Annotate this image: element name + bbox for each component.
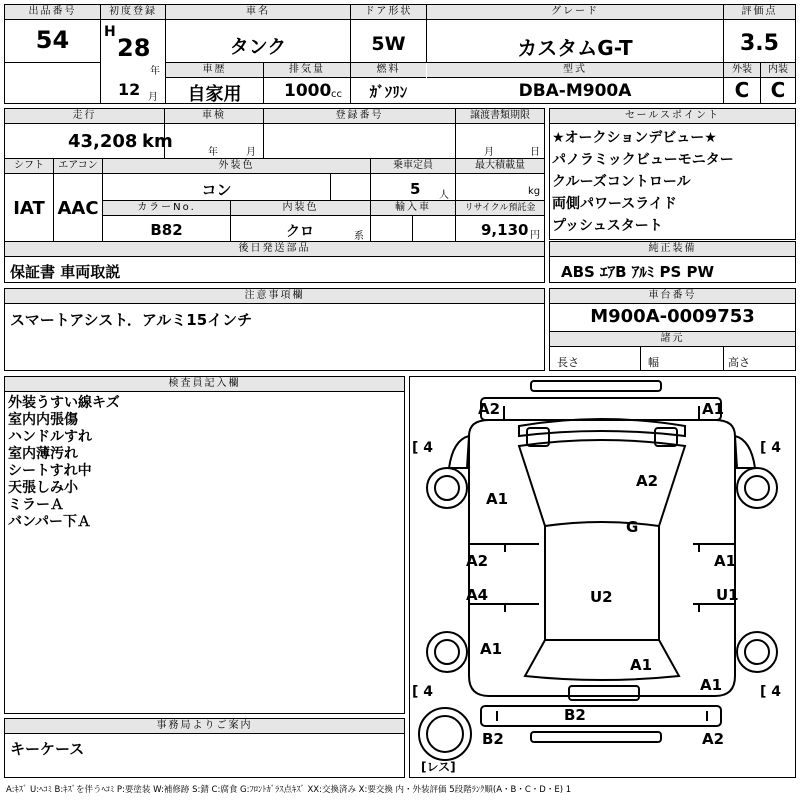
damage-grade: A1: [702, 400, 725, 418]
inspection-month-unit: 月: [246, 147, 256, 158]
damage-grade: A1: [700, 676, 723, 694]
shift-value: IAT: [13, 198, 45, 219]
max-load-unit: kg: [528, 186, 541, 197]
recycle-value: 9,130: [481, 221, 529, 239]
first-reg-era: H: [104, 24, 116, 40]
ext-color-value: コン: [201, 181, 232, 199]
score-label: 評価点: [724, 5, 795, 20]
first-reg-year-unit: 年: [150, 66, 160, 77]
shift-label: シフト: [5, 159, 53, 174]
inspection-label: 車検: [165, 109, 263, 124]
damage-grade: A1: [714, 552, 737, 570]
model-label: 型式: [427, 63, 723, 78]
chassis-label: 車台番号: [550, 289, 795, 304]
displacement-value: 1000: [284, 81, 332, 101]
fuel-label: 燃料: [351, 63, 426, 78]
recycle-label: リサイクル預託金: [456, 201, 544, 216]
damage-grade: U2: [590, 588, 613, 606]
grade-label: グレード: [427, 5, 723, 20]
tire-tread-rear-left: [ 4: [412, 684, 434, 700]
displacement-unit: cc: [331, 89, 342, 100]
inspector-item: ハンドルすれ: [8, 429, 92, 445]
ext-color-label: 外装色: [103, 159, 370, 174]
first-reg-month-unit: 月: [148, 92, 158, 103]
damage-grade: B2: [564, 706, 586, 724]
transfer-month-unit: 月: [484, 147, 494, 158]
history-value: 自家用: [187, 84, 242, 105]
specs-length: 長さ: [557, 356, 579, 369]
inspection-year-unit: 年: [208, 147, 218, 158]
inspector-label: 検査員記入欄: [5, 377, 404, 392]
tire-tread-front-right: [ 4: [760, 440, 782, 456]
transfer-day-unit: 日: [530, 147, 540, 158]
capacity-label: 乗車定員: [371, 159, 455, 174]
inspector-item: ミラーＡ: [8, 497, 64, 513]
office-label: 事務局よりご案内: [5, 719, 404, 734]
equipment-label: 純正装備: [550, 242, 795, 257]
tire-tread-rear-right: [ 4: [760, 684, 782, 700]
grade-value: カスタムG-T: [517, 36, 633, 60]
damage-grade: A4: [466, 586, 489, 604]
specs-width: 幅: [648, 356, 659, 369]
score-value: 3.5: [740, 31, 779, 56]
damage-grade: A2: [636, 472, 659, 490]
aircon-value: AAC: [57, 198, 99, 219]
car-outline-drawing: [409, 376, 796, 778]
legend-text: A:ｷｽﾞ U:ﾍｺﾐ B:ｷｽﾞを伴うﾍｺﾐ P:要塗装 W:補修跡 S:錆 C:腐食 G:ﾌﾛﾝﾄｶﾞﾗｽ点ｷｽﾞ XX:交換済み X:要交換 内・外装評価 5段階ﾗﾝｸ順(A・B・C・D・E) 1: [6, 785, 572, 795]
tire-tread-front-left: [ 4: [412, 440, 434, 456]
max-load-label: 最大積載量: [456, 159, 544, 174]
sales-point-item: パノラミックビューモニター: [552, 152, 734, 168]
damage-grade: A1: [486, 490, 509, 508]
import-label: 輸入車: [371, 201, 455, 216]
damage-grade: A1: [630, 656, 653, 674]
int-color-value: クロ: [286, 224, 314, 240]
history-label: 車歴: [166, 63, 263, 78]
mileage-value: 43,208: [68, 131, 138, 152]
damage-grade: G: [626, 518, 639, 536]
chassis-value: M900A-0009753: [590, 306, 755, 327]
inspector-item: 室内内張傷: [8, 412, 78, 428]
mileage-unit: km: [142, 131, 173, 152]
sales-point-item: クルーズコントロール: [552, 174, 691, 190]
inspector-item: 外装うすい線キズ: [8, 395, 120, 411]
specs-label: 諸元: [550, 332, 795, 347]
int-color-unit: 系: [354, 231, 364, 242]
model-value: DBA-M900A: [518, 81, 632, 101]
door-label: ドア形状: [351, 5, 426, 20]
interior-value: C: [770, 78, 786, 102]
inspector-item: 天張しみ小: [8, 480, 78, 496]
first-reg-year: 28: [117, 34, 151, 62]
inspector-item: バンパー下Ａ: [8, 514, 92, 530]
transfer-label: 譲渡書類期限: [456, 109, 544, 124]
aircon-label: エアコン: [54, 159, 102, 174]
sales-point-item: ★オークションデビュー★: [552, 130, 717, 146]
sales-points-label: セールスポイント: [550, 109, 795, 124]
car-name-label: 車名: [166, 5, 350, 20]
damage-grade: A2: [702, 730, 725, 748]
damage-grade: A2: [478, 400, 501, 418]
lot-no-value: 54: [35, 26, 70, 54]
int-color-label: 内装色: [231, 201, 370, 216]
notes-label: 注意事項欄: [5, 289, 544, 304]
interior-label: 内装: [761, 63, 795, 78]
door-value: 5W: [371, 33, 406, 55]
notes-value: スマートアシスト．アルミ15インチ: [10, 311, 253, 329]
mileage-label: 走行: [5, 109, 164, 124]
displacement-label: 排気量: [264, 63, 350, 78]
equipment-value: ABS ｴｱB ｱﾙﾐ PS PW: [561, 263, 715, 281]
damage-grade: U1: [716, 586, 739, 604]
inspector-item: シートすれ中: [8, 463, 92, 479]
inspector-item: 室内薄汚れ: [8, 446, 78, 462]
fuel-value: ｶﾞｿﾘﾝ: [369, 83, 408, 101]
specs-height: 高さ: [728, 356, 750, 369]
sales-point-item: プッシュスタート: [552, 218, 663, 234]
damage-grade: A2: [466, 552, 489, 570]
reg-no-label: 登録番号: [264, 109, 455, 124]
damage-grade: A1: [480, 640, 503, 658]
sales-point-item: 両側パワースライド: [552, 196, 677, 212]
first-reg-month: 12: [118, 80, 141, 99]
color-no-value: B82: [150, 221, 183, 239]
car-name-value: タンク: [229, 36, 287, 58]
first-reg-label: 初度登録: [101, 5, 165, 20]
capacity-value: 5: [410, 180, 421, 198]
damage-grade: B2: [482, 730, 504, 748]
later-parts-label: 後日発送部品: [5, 242, 544, 257]
spare-tire-label: [レス]: [421, 760, 456, 774]
capacity-unit: 人: [439, 190, 449, 201]
exterior-label: 外装: [724, 63, 760, 78]
office-value: キーケース: [10, 740, 85, 758]
color-no-label: カラーNo.: [103, 201, 230, 216]
recycle-unit: 円: [530, 230, 540, 241]
lot-no-label: 出品番号: [5, 5, 100, 20]
later-parts-value: 保証書 車両取説: [10, 263, 121, 281]
exterior-value: C: [734, 78, 750, 102]
